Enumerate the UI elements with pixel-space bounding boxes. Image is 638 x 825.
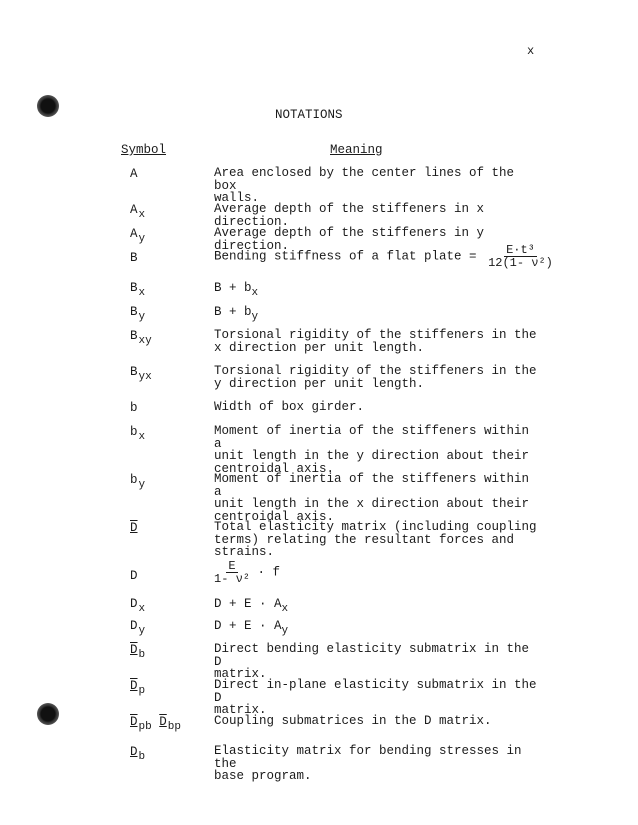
meaning: Direct bending elasticity submatrix in the D matrix.: [214, 642, 530, 681]
symbol: $D_y$: [130, 619, 146, 637]
plate-modulus-formula: $\frac{E}{\text{1- ν²}}$: [214, 559, 251, 586]
symbol: $D_b$: [130, 745, 146, 763]
symbol: $b_x$: [130, 425, 146, 443]
symbol: $B_x$: [130, 281, 146, 299]
symbol: $A_y$: [130, 227, 146, 245]
symbol: A: [130, 167, 138, 181]
symbol: b: [130, 401, 138, 415]
meaning: Average depth of the stiffeners in y direction.: [214, 226, 485, 253]
meaning: Bending stiffness of a flat plate = $\frac{\text{E·t³}}{\text{12(1- ν²)}}$: [214, 243, 553, 270]
meaning: Total elasticity matrix (including coupling terms) relating the resultant forces and strains.: [214, 520, 537, 559]
meaning: Moment of inertia of the stiffeners within a unit length in the y direction about their centroidal axis.: [214, 424, 530, 476]
symbol: $D_{pb}$ $D_{bp}$: [130, 715, 181, 733]
symbol: $b_y$: [130, 473, 146, 491]
symbol: $D_b$: [130, 643, 146, 661]
meaning: $B + b_y$: [214, 305, 259, 323]
meaning: Torsional rigidity of the stiffeners in the y direction per unit length.: [214, 364, 537, 391]
page-number: x: [527, 44, 535, 58]
symbol: $B_{xy}$: [130, 329, 152, 347]
meaning: $D + E \cdot A_y$: [214, 619, 289, 637]
meaning: $D + E \cdot A_x$: [214, 597, 289, 615]
meaning: Area enclosed by the center lines of the box walls.: [214, 166, 515, 205]
meaning: $B + b_x$: [214, 281, 259, 299]
meaning: $\frac{E}{\text{1- ν²}}$ · f: [214, 559, 281, 586]
symbol: $A_x$: [130, 203, 146, 221]
meaning: Torsional rigidity of the stiffeners in the x direction per unit length.: [214, 328, 537, 355]
meaning: Width of box girder.: [214, 400, 365, 414]
symbol: $D_x$: [130, 597, 146, 615]
symbol: $B_y$: [130, 305, 146, 323]
meaning: Coupling submatrices in the D matrix.: [214, 714, 492, 728]
binder-hole-icon: [37, 703, 59, 725]
symbol: D: [130, 521, 138, 535]
symbol-column-header: Symbol: [121, 143, 167, 157]
page-title: NOTATIONS: [275, 108, 343, 122]
symbol: $B_{yx}$: [130, 365, 152, 383]
symbol: $D_p$: [130, 679, 146, 697]
plate-stiffness-formula: $\frac{\text{E·t³}}{\text{12(1- ν²)}}$: [488, 243, 553, 270]
binder-hole-icon: [37, 95, 59, 117]
meaning-column-header: Meaning: [330, 143, 383, 157]
meaning: Direct in-plane elasticity submatrix in the D matrix.: [214, 678, 537, 717]
symbol: D: [130, 569, 138, 583]
symbol: B: [130, 251, 138, 265]
meaning: Moment of inertia of the stiffeners within a unit length in the x direction about their centroidal axis.: [214, 472, 530, 524]
meaning: Elasticity matrix for bending stresses in the base program.: [214, 744, 522, 783]
meaning: Average depth of the stiffeners in x direction.: [214, 202, 485, 229]
